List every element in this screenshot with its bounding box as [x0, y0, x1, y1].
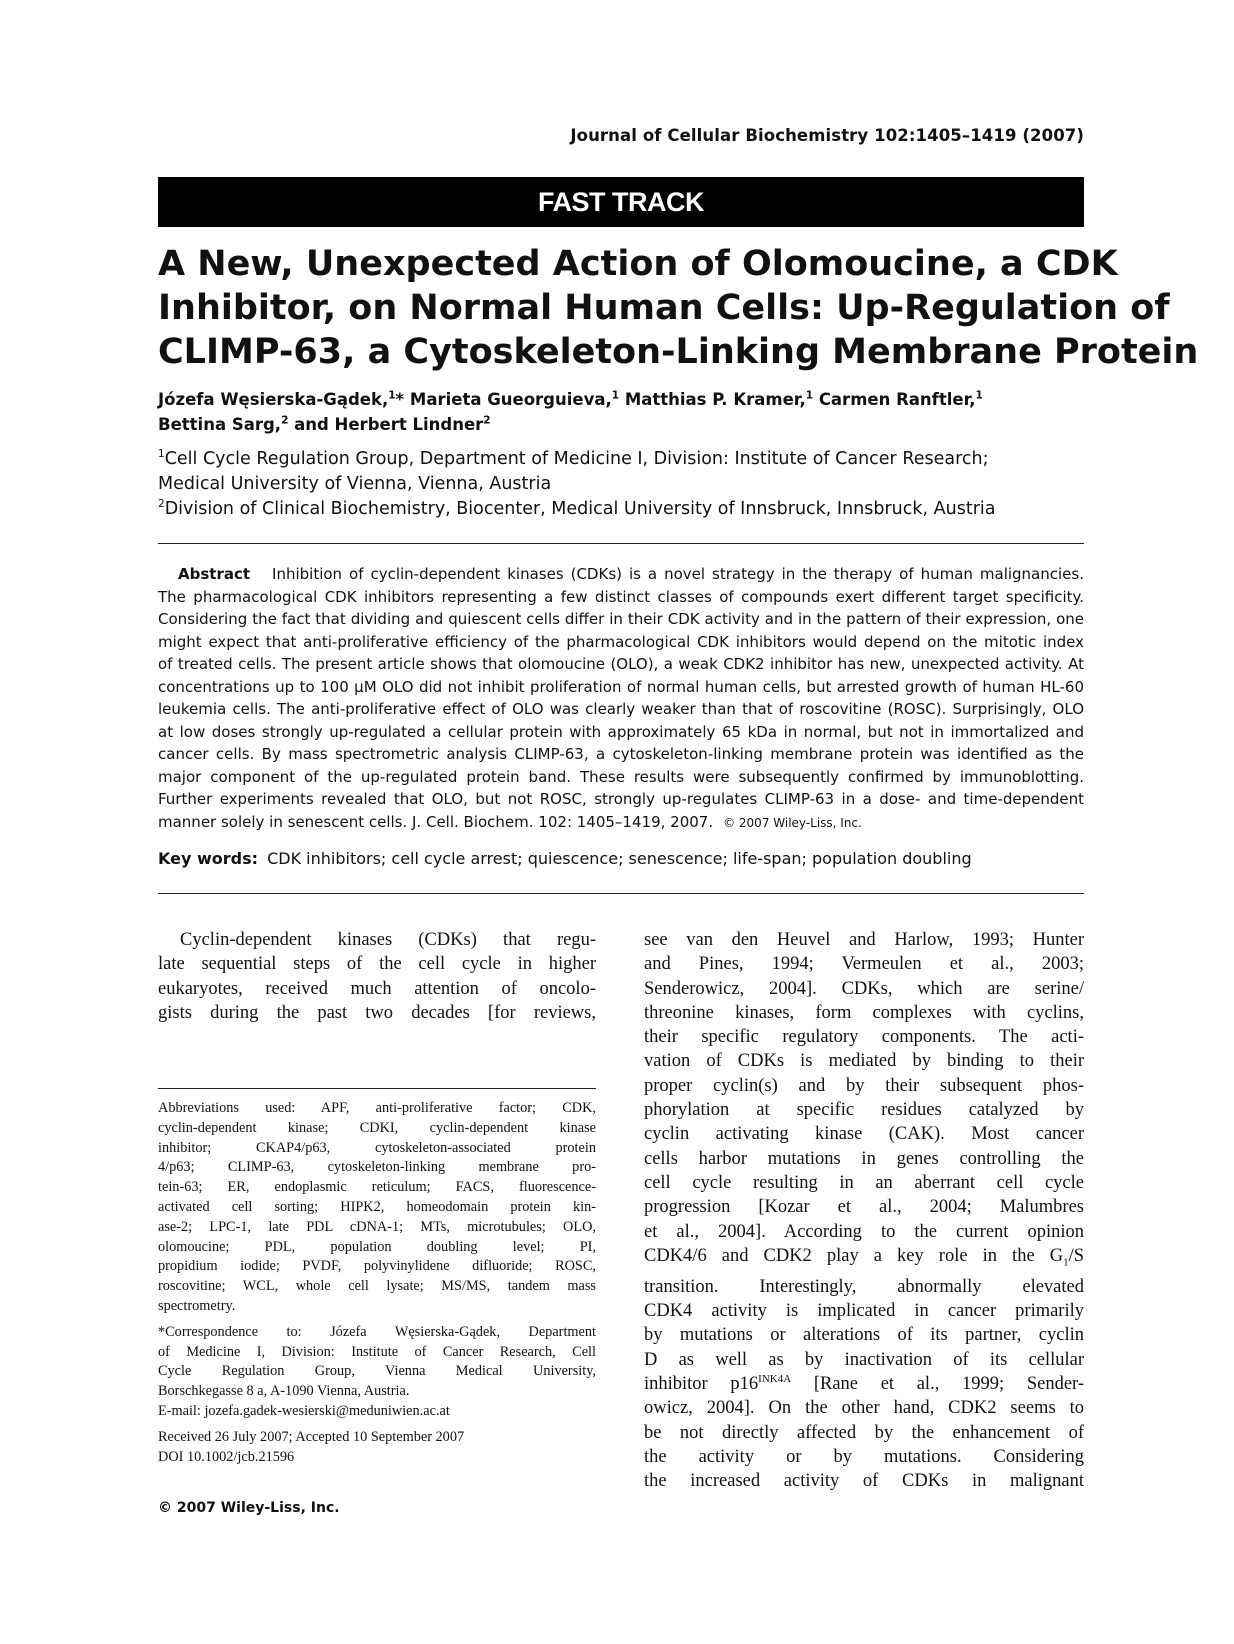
affiliation-marker: 1: [975, 389, 983, 402]
abstract-line: major component of the up-regulated protein band. These results were subsequently confirmed by immunoblotting.: [158, 767, 1084, 786]
title-line: A New, Unexpected Action of Olomoucine, a CDK: [158, 244, 1118, 284]
author-name: Bettina Sarg,: [158, 415, 282, 434]
body-line: vation of CDKs is mediated by binding to their: [644, 1051, 1084, 1072]
correspondence-line: Borschkegasse 8 a, A-1090 Vienna, Austria.: [158, 1383, 410, 1400]
fast-track-banner: FAST TRACK: [158, 177, 1084, 227]
correspondence-line: *Correspondence to: Józefa Węsierska-Gądek, Department: [158, 1323, 596, 1340]
correspondence-line: Cycle Regulation Group, Vienna Medical University,: [158, 1363, 596, 1380]
abstract-line: cancer cells. By mass spectrometric analysis CLIMP-63, a cytoskeleton-linking membrane protein was identified as the: [158, 745, 1084, 763]
abstract: [158, 563, 1084, 834]
author-name: Marieta Gueorguieva,: [409, 390, 612, 409]
body-line: the activity or by mutations. Considering: [644, 1446, 1084, 1467]
abbreviation-line: roscovitine; WCL, whole cell lysate; MS/MS, tandem mass: [158, 1278, 596, 1295]
abbreviation-line: olomoucine; PDL, population doubling level; PI,: [158, 1238, 596, 1255]
affiliation-marker: 2: [281, 414, 289, 427]
abbreviation-line: tein-63; ER, endoplasmic reticulum; FACS, fluorescence-: [158, 1179, 596, 1196]
author-name: Carmen Ranftler,: [818, 390, 976, 409]
email-link[interactable]: E-mail: jozefa.gadek-wesierski@meduniwien.ac.at: [158, 1402, 450, 1419]
body-line: see van den Heuvel and Harlow, 1993; Hunter: [644, 930, 1084, 950]
author-line: [158, 412, 1088, 437]
body-line: D as well as by inactivation of its cellular: [644, 1349, 1084, 1370]
corresponding-marker: *: [395, 390, 405, 409]
affiliation-marker: 2: [158, 498, 165, 511]
abstract-line: leukemia cells. The anti-proliferative effect of OLO was clearly weaker than that of roscovitine (ROSC). Surprisingly, OLO: [158, 700, 1084, 718]
keywords-label: Key words:: [158, 849, 259, 868]
divider-top: [158, 543, 1084, 544]
body-text: /S: [1068, 1245, 1084, 1266]
keywords-text: CDK inhibitors; cell cycle arrest; quiescence; senescence; life-span; population doubling: [267, 849, 972, 868]
body-line: eukaryotes, received much attention of oncolo-: [158, 978, 596, 999]
body-line: proper cyclin(s) and by their subsequent phos-: [644, 1075, 1084, 1096]
affiliation-1-cont: Medical University of Vienna, Vienna, Austria: [158, 474, 552, 494]
abstract-label: Abstract: [178, 565, 251, 583]
abstract-line: of treated cells. The present article shows that olomoucine (OLO), a weak CDK2 inhibitor has new, unexpected activity. At: [158, 655, 1084, 673]
body-line: the increased activity of CDKs in malignant: [644, 1471, 1084, 1492]
body-line: be not directly affected by the enhancement of: [644, 1422, 1084, 1443]
abstract-line: Considering the fact that dividing and quiescent cells differ in their CDK activity and in the pattern of their expression, one: [158, 610, 1084, 628]
abbreviation-line: ase-2; LPC-1, late PDL cDNA-1; MTs, microtubules; OLO,: [158, 1218, 596, 1235]
body-text: inhibitor p16: [644, 1374, 759, 1395]
abbreviation-line: spectrometry.: [158, 1297, 236, 1314]
correspondence-line: of Medicine I, Division: Institute of Cancer Research, Cell: [158, 1343, 596, 1360]
body-line: owicz, 2004]. On the other hand, CDK2 seems to: [644, 1398, 1084, 1419]
abstract-text: manner solely in senescent cells. J. Cell. Biochem. 102: 1405–1419, 2007.: [158, 812, 714, 831]
superscript: INK4A: [758, 1372, 792, 1385]
body-line: [644, 1372, 1084, 1396]
doi[interactable]: DOI 10.1002/jcb.21596: [158, 1448, 295, 1465]
abbreviation-line: activated cell sorting; HIPK2, homeodomain protein kin-: [158, 1198, 596, 1215]
keywords: [158, 849, 1084, 868]
body-line: cell cycle resulting in an aberrant cell cycle: [644, 1172, 1084, 1193]
abstract-line: might expect that anti-proliferative efficiency of the pharmacological CDK inhibitors would depend on the mitotic index: [158, 632, 1084, 651]
author-name: Matthias P. Kramer,: [624, 390, 806, 409]
body-line: et al., 2004]. According to the current opinion: [644, 1221, 1084, 1242]
body-line: CDK4 activity is implicated in cancer primarily: [644, 1301, 1084, 1322]
author-name: and Herbert Lindner: [294, 415, 484, 434]
title-line: CLIMP-63, a Cytoskeleton-Linking Membrane Protein: [158, 332, 1199, 372]
body-line: cells harbor mutations in genes controlling the: [644, 1148, 1084, 1169]
abstract-line: The pharmacological CDK inhibitors representing a few distinct classes of compounds exert different target specificity.: [158, 587, 1084, 606]
affiliation-1: [158, 447, 1098, 472]
body-line: progression [Kozar et al., 2004; Malumbres: [644, 1197, 1084, 1218]
abbreviation-line: 4/p63; CLIMP-63, cytoskeleton-linking membrane pro-: [158, 1159, 596, 1176]
body-line: their specific regulatory components. The acti-: [644, 1027, 1084, 1048]
abbreviation-line: propidium iodide; PVDF, polyvinylidene difluoride; ROSC,: [158, 1258, 596, 1275]
body-line: threonine kinases, form complexes with cyclins,: [644, 1002, 1084, 1023]
abbreviation-line: cyclin-dependent kinase; CDKI, cyclin-dependent kinase: [158, 1119, 596, 1136]
abbreviation-line: inhibitor; CKAP4/p63, cytoskeleton-associated protein: [158, 1139, 596, 1156]
author-line: [158, 387, 1088, 412]
affiliation-marker: 2: [483, 414, 491, 427]
abbreviation-line: Abbreviations used: APF, anti-proliferative factor; CDK,: [158, 1100, 596, 1116]
abstract-copyright: © 2007 Wiley-Liss, Inc.: [723, 815, 862, 830]
body-line: by mutations or alterations of its partner, cyclin: [644, 1325, 1084, 1346]
title-line: Inhibitor, on Normal Human Cells: Up-Regulation of: [158, 288, 1170, 328]
body-line: and Pines, 1994; Vermeulen et al., 2003;: [644, 954, 1084, 975]
author-name: Józefa Węsierska-Gądek,: [158, 390, 389, 409]
body-line: transition. Interestingly, abnormally elevated: [644, 1276, 1084, 1297]
footnote-divider: [158, 1088, 596, 1089]
body-left-column: [158, 928, 596, 1025]
abstract-text: Inhibition of cyclin-dependent kinases (CDKs) is a novel strategy in the therapy of human malignancies.: [272, 565, 1084, 583]
affiliation-text: Division of Clinical Biochemistry, Biocenter, Medical University of Innsbruck, Innsbruck, Austria: [164, 499, 996, 519]
body-text: [Rane et al., 1999; Sender-: [791, 1374, 1084, 1395]
abstract-line: [158, 811, 1084, 835]
affiliation-marker: 1: [158, 448, 165, 461]
body-line: Senderowicz, 2004]. CDKs, which are serine/: [644, 978, 1084, 999]
footnotes: [158, 1099, 596, 1467]
body-line: phorylation at specific residues catalyzed by: [644, 1100, 1084, 1121]
affiliation-marker: 1: [805, 389, 814, 402]
body-line: Cyclin-dependent kinases (CDKs) that regu-: [180, 930, 596, 950]
affiliations: [158, 447, 1098, 522]
body-line: gists during the past two decades [for reviews,: [158, 1002, 596, 1023]
footer-copyright: © 2007 Wiley-Liss, Inc.: [158, 1500, 340, 1516]
affiliation-marker: 1: [388, 389, 396, 402]
abstract-line: [158, 563, 1084, 586]
body-line: cyclin activating kinase (CAK). Most cancer: [644, 1124, 1084, 1145]
author-list: [158, 387, 1088, 437]
subscript: 1: [1063, 1256, 1069, 1269]
journal-citation: Journal of Cellular Biochemistry 102:1405–1419 (2007): [570, 126, 1084, 145]
article-title: [158, 242, 1199, 374]
body-right-column: [644, 928, 1084, 1494]
abstract-line: Further experiments revealed that OLO, but not ROSC, strongly up-regulates CLIMP-63 in a dose- and time-dependent: [158, 790, 1084, 808]
abstract-line: concentrations up to 100 µM OLO did not inhibit proliferation of normal human cells, but arrested growth of human HL-60: [158, 677, 1084, 696]
received-dates: Received 26 July 2007; Accepted 10 September 2007: [158, 1428, 465, 1445]
affiliation-marker: 1: [611, 389, 620, 402]
divider-bottom: [158, 893, 1084, 894]
affiliation-text: Cell Cycle Regulation Group, Department of Medicine I, Division: Institute of Cancer Research;: [164, 449, 989, 469]
body-text: CDK4/6 and CDK2 play a key role in the G: [644, 1245, 1064, 1266]
affiliation-2: [158, 497, 1098, 522]
abstract-line: at low doses strongly up-regulated a cellular protein with approximately 65 kDa in normal, but not in immortalized and: [158, 722, 1084, 741]
body-line: [644, 1244, 1084, 1275]
body-line: late sequential steps of the cell cycle in higher: [158, 954, 596, 975]
